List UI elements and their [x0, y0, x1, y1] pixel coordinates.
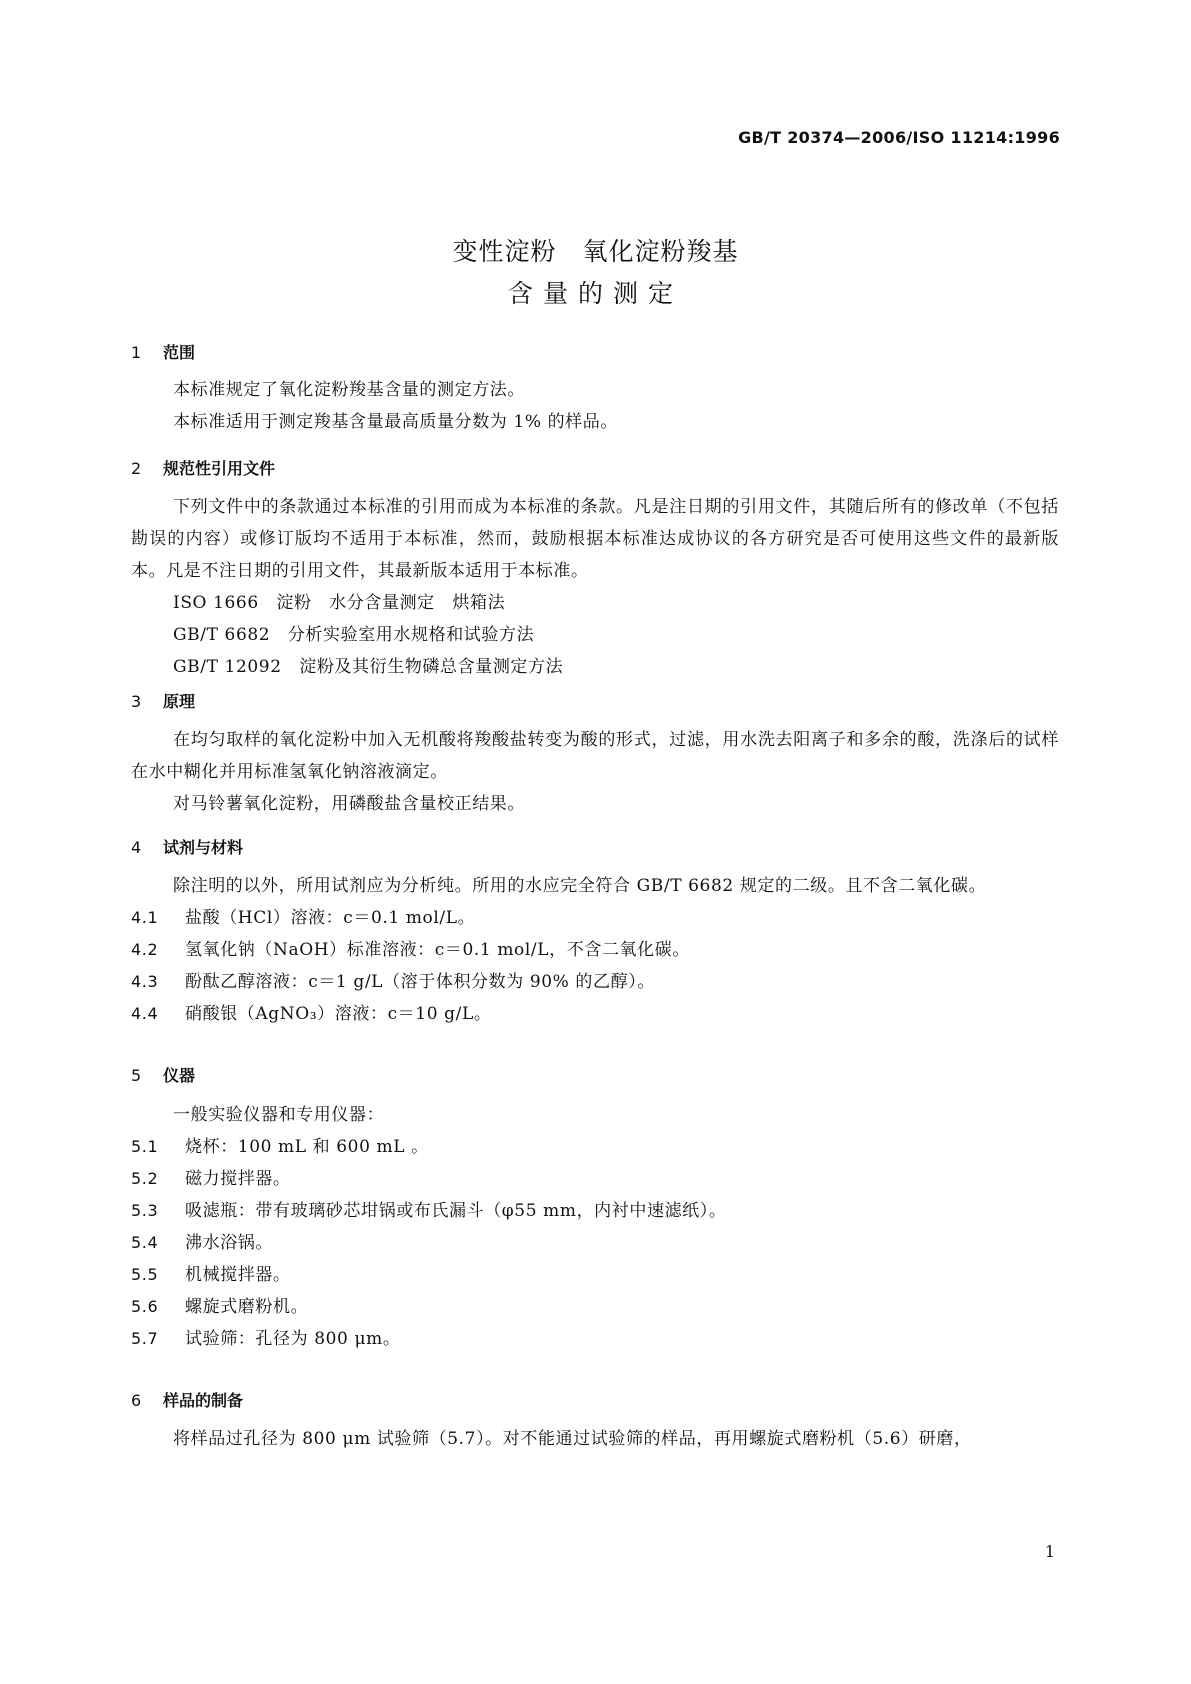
document-title-line2: 含量的测定 — [507, 279, 683, 308]
page-number: 1 — [1044, 1542, 1055, 1561]
list-item: 5.7 试验筛：孔径为 800 μm。 — [131, 1329, 401, 1349]
list-item: 5.6 螺旋式磨粉机。 — [131, 1297, 309, 1317]
section-5 — [131, 1063, 1059, 1086]
section-heading — [131, 1063, 1059, 1086]
section-4-body — [131, 870, 1059, 1030]
section-heading — [131, 1388, 1059, 1411]
list-item: 4.3 酚酞乙醇溶液：c＝1 g/L（溶于体积分数为 90% 的乙醇）。 — [131, 972, 655, 992]
section-6-body — [131, 1423, 1059, 1455]
list-item: 5.1 烧杯：100 mL 和 600 mL 。 — [131, 1137, 429, 1157]
section-title: 范围 — [163, 343, 196, 362]
section-number: 1 — [131, 343, 142, 362]
section-number: 4 — [131, 838, 142, 857]
list-item: 4.4 硝酸银（AgNO₃）溶液：c＝10 g/L。 — [131, 1004, 492, 1024]
section-1 — [131, 340, 1059, 363]
section-number: 5 — [131, 1066, 142, 1085]
list-item: 4.1 盐酸（HCl）溶液：c＝0.1 mol/L。 — [131, 908, 476, 928]
reference-item: GB/T 6682 分析实验室用水规格和试验方法 — [173, 625, 535, 645]
section-heading — [131, 835, 1059, 858]
section-number: 6 — [131, 1391, 142, 1410]
section-3 — [131, 689, 1059, 712]
reference-item: ISO 1666 淀粉 水分含量测定 烘箱法 — [173, 593, 506, 613]
section-2-body — [131, 491, 1059, 683]
section-4 — [131, 835, 1059, 858]
list-item: 4.2 氢氧化钠（NaOH）标准溶液：c＝0.1 mol/L，不含二氧化碳。 — [131, 940, 690, 960]
section-heading — [131, 340, 1059, 363]
section-5-body — [131, 1099, 1059, 1355]
paragraph: 在均匀取样的氧化淀粉中加入无机酸将羧酸盐转变为酸的形式，过滤，用水洗去阳离子和多余的酸，洗涤后的试样在水中糊化并用标准氢氧化钠溶液滴定。 — [131, 730, 1059, 782]
section-heading — [131, 456, 1059, 479]
section-6 — [131, 1388, 1059, 1411]
section-1-body — [131, 374, 1059, 438]
section-heading — [131, 689, 1059, 712]
paragraph: 下列文件中的条款通过本标准的引用而成为本标准的条款。凡是注日期的引用文件，其随后所有的修改单（不包括勘误的内容）或修订版均不适用于本标准，然而，鼓励根据本标准达成协议的各方研究是否可使用这些文件的最新版本。凡是不注日期的引用文件，其最新版本适用于本标准。 — [131, 497, 1059, 581]
section-number: 2 — [131, 459, 142, 478]
section-number: 3 — [131, 692, 142, 711]
section-title: 仪器 — [163, 1066, 196, 1085]
paragraph: 一般实验仪器和专用仪器： — [173, 1105, 385, 1125]
paragraph: 除注明的以外，所用试剂应为分析纯。所用的水应完全符合 GB/T 6682 规定的二级。且不含二氧化碳。 — [173, 876, 987, 896]
list-item: 5.3 吸滤瓶：带有玻璃砂芯坩锅或布氏漏斗（φ55 mm，内衬中速滤纸）。 — [131, 1201, 727, 1221]
list-item: 5.2 磁力搅拌器。 — [131, 1169, 291, 1189]
list-item: 5.4 沸水浴锅。 — [131, 1233, 273, 1253]
section-title: 试剂与材料 — [163, 838, 244, 857]
document-title-line1: 变性淀粉 氧化淀粉羧基 — [452, 237, 739, 266]
paragraph: 对马铃薯氧化淀粉，用磷酸盐含量校正结果。 — [173, 794, 525, 814]
reference-item: GB/T 12092 淀粉及其衍生物磷总含量测定方法 — [173, 657, 564, 677]
section-title: 原理 — [163, 692, 196, 711]
section-2 — [131, 456, 1059, 479]
paragraph: 本标准规定了氧化淀粉羧基含量的测定方法。 — [173, 380, 525, 400]
standard-number: GB/T 20374—2006/ISO 11214:1996 — [738, 128, 1060, 147]
paragraph: 将样品过孔径为 800 μm 试验筛（5.7）。对不能通过试验筛的样品，再用螺旋式磨粉机（5.6）研磨， — [173, 1429, 972, 1449]
section-title: 样品的制备 — [163, 1391, 244, 1410]
list-item: 5.5 机械搅拌器。 — [131, 1265, 291, 1285]
section-title: 规范性引用文件 — [163, 459, 276, 478]
section-3-body — [131, 724, 1059, 820]
paragraph: 本标准适用于测定羧基含量最高质量分数为 1% 的样品。 — [173, 412, 618, 432]
